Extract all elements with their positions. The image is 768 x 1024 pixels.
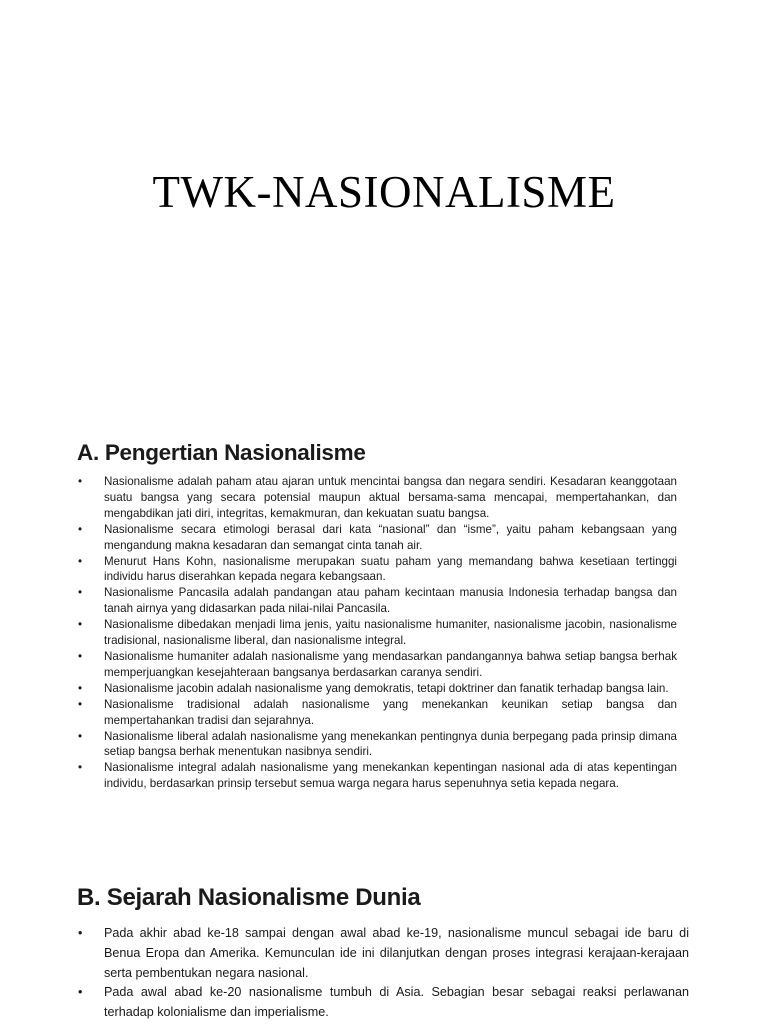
list-item [77, 924, 689, 983]
list-item [77, 681, 677, 697]
bullet-icon: • [78, 697, 83, 711]
bullet-icon: • [78, 926, 83, 940]
bullet-icon: • [78, 761, 83, 775]
list-item [77, 983, 689, 1023]
bullet-icon: • [78, 475, 83, 488]
list-item-text: Pada awal abad ke-20 nasionalisme tumbuh di Asia. Sebagian besar sebagai reaksi perlawanan terhadap kolonialisme dan imperialisme. [104, 985, 689, 1020]
sejarah-list [77, 924, 689, 1023]
list-item [77, 760, 677, 792]
list-item [77, 585, 677, 617]
bullet-icon: • [78, 681, 83, 695]
list-item [77, 554, 677, 586]
bullet-icon: • [78, 985, 83, 1000]
list-item-text: Nasionalisme integral adalah nasionalisme yang menekankan kepentingan nasional ada di atas kepentingan individu, berdasarkan prinsip tersebut semua warga negara harus sepenuhnya setia kepada negara. [104, 761, 677, 791]
list-item-text: Nasionalisme humaniter adalah nasionalisme yang mendasarkan pandangannya bahwa setiap bangsa berhak memperjuangkan kesejahteraan bangsanya berdasarkan caranya sendiri. [104, 649, 677, 679]
list-item [77, 522, 677, 554]
list-item-text: Menurut Hans Kohn, nasionalisme merupakan suatu paham yang memandang bahwa kesetiaan tertinggi individu harus diserahkan kepada negara kebangsaan. [104, 554, 677, 584]
list-item [77, 697, 677, 729]
list-item-text: Pada akhir abad ke-18 sampai dengan awal abad ke-19, nasionalisme muncul sebagai ide baru di Benua Eropa dan Amerika. Kemunculan ide ini dilanjutkan dengan proses integrasi kerajaan-kerajaan serta pembentukan negara nasional. [104, 926, 689, 980]
list-item [77, 649, 677, 681]
list-item-text: Nasionalisme Pancasila adalah pandangan atau paham kecintaan manusia Indonesia terhadap bangsa dan tanah airnya yang didasarkan pada nilai-nilai Pancasila. [104, 586, 677, 616]
bullet-icon: • [78, 554, 83, 568]
list-item-text: Nasionalisme adalah paham atau ajaran untuk mencintai bangsa dan negara sendiri. Kesadaran keanggotaan suatu bangsa yang secara potensial maupun aktual bersama-sama mencapai, mempertahankan, dan mengabdikan jati diri, integritas, kemakmuran, dan kekuatan suatu bangsa. [104, 475, 677, 520]
page-title: TWK-NASIONALISME [152, 167, 616, 217]
bullet-icon: • [78, 586, 83, 600]
pengertian-list [77, 474, 677, 792]
list-item-text: Nasionalisme dibedakan menjadi lima jenis, yaitu nasionalisme humaniter, nasionalisme jacobin, nasionalisme tradisional, nasionalisme liberal, dan nasionalisme integral. [104, 618, 677, 648]
list-item [77, 729, 677, 761]
list-item-text: Nasionalisme liberal adalah nasionalisme yang menekankan pentingnya dunia berpegang pada prinsip dimana setiap bangsa berhak menentukan nasibnya sendiri. [104, 729, 677, 759]
section-heading-pengertian: A. Pengertian Nasionalisme [77, 440, 366, 465]
bullet-icon: • [78, 729, 83, 743]
list-item [77, 474, 677, 522]
list-item [77, 617, 677, 649]
section-heading-sejarah: B. Sejarah Nasionalisme Dunia [77, 884, 421, 911]
list-item-text: Nasionalisme tradisional adalah nasionalisme yang menekankan keunikan setiap bangsa dan mempertahankan tradisi dan sejarahnya. [104, 697, 677, 727]
list-item-text: Nasionalisme jacobin adalah nasionalisme yang demokratis, tetapi doktriner dan fanatik terhadap bangsa lain. [104, 681, 669, 695]
bullet-icon: • [78, 649, 83, 663]
bullet-icon: • [78, 522, 83, 536]
list-item-text: Nasionalisme secara etimologi berasal dari kata “nasional” dan “isme”, yaitu paham kebangsaan yang mengandung makna kesadaran dan semangat cinta tanah air. [104, 522, 677, 552]
bullet-icon: • [78, 618, 83, 632]
